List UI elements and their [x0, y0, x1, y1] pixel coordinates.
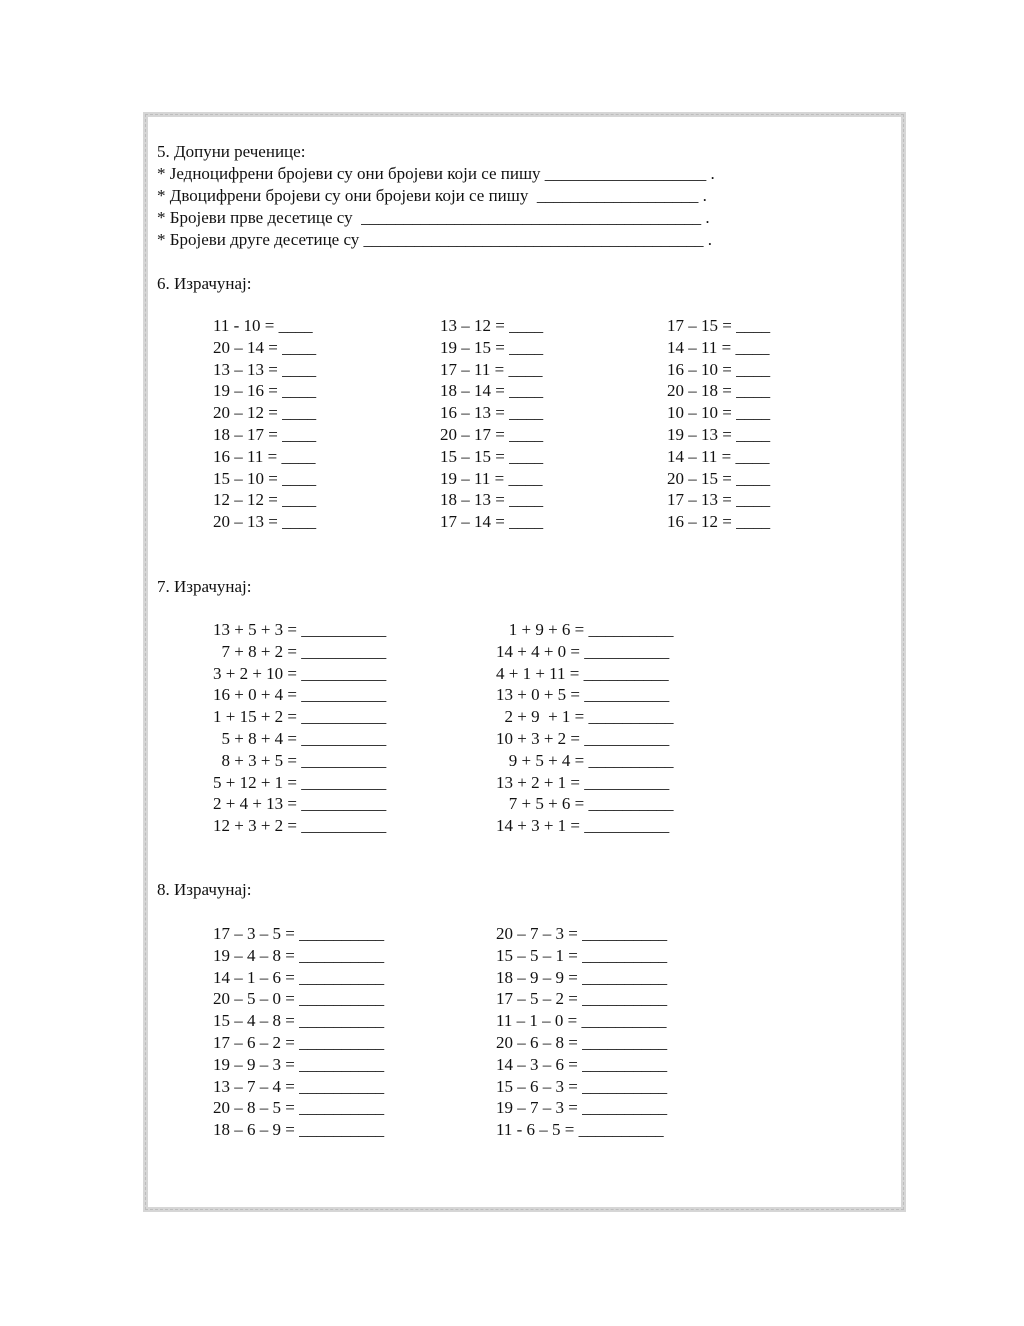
exercise-row: 15 – 6 – 3 = __________: [496, 1076, 668, 1096]
exercise-row: 20 – 12 = ____: [213, 403, 317, 423]
exercise-row: 7 + 5 + 6 = __________: [496, 794, 674, 814]
exercise-row: 18 – 14 = ____: [440, 381, 544, 401]
exercise-row: 17 – 14 = ____: [440, 512, 544, 532]
exercise-row: 16 – 10 = ____: [667, 359, 771, 379]
task5-line: * Једноцифрени бројеви су они бројеви који се пишу ___________________ .: [157, 164, 715, 183]
exercise-row: 18 – 6 – 9 = __________: [213, 1120, 385, 1140]
exercise-row: 20 – 6 – 8 = __________: [496, 1032, 668, 1052]
exercise-row: 14 + 4 + 0 = __________: [496, 641, 670, 661]
exercise-row: 19 – 9 – 3 = __________: [213, 1054, 385, 1074]
exercise-row: 19 – 4 – 8 = __________: [213, 945, 385, 965]
exercise-row: 13 + 2 + 1 = __________: [496, 772, 670, 792]
task5-title: 5. Допуни реченице:: [157, 142, 306, 161]
exercise-row: 17 – 15 = ____: [667, 316, 771, 335]
exercise-row: 14 – 3 – 6 = __________: [496, 1054, 668, 1074]
exercise-row: 20 – 13 = ____: [213, 512, 317, 532]
exercise-row: 18 – 9 – 9 = __________: [496, 967, 668, 987]
exercise-row: 13 – 12 = ____: [440, 316, 544, 335]
task6-column-2: [440, 315, 543, 533]
exercise-row: 20 – 5 – 0 = __________: [213, 989, 385, 1009]
exercise-row: 9 + 5 + 4 = __________: [496, 750, 674, 770]
exercise-row: 20 – 7 – 3 = __________: [496, 924, 668, 943]
exercise-row: 13 + 0 + 5 = __________: [496, 685, 670, 705]
exercise-row: 17 – 3 – 5 = __________: [213, 924, 385, 943]
exercise-row: 1 + 9 + 6 = __________: [496, 620, 674, 639]
task7-title: 7. Израчунај:: [157, 577, 252, 596]
exercise-row: 8 + 3 + 5 = __________: [213, 750, 387, 770]
exercise-row: 18 – 17 = ____: [213, 424, 317, 444]
exercise-row: 16 – 11 = ____: [213, 446, 316, 466]
exercise-row: 10 + 3 + 2 = __________: [496, 728, 670, 748]
exercise-row: 19 – 11 = ____: [440, 468, 543, 488]
exercise-row: 11 - 10 = ____: [213, 316, 313, 335]
exercise-row: 15 – 5 – 1 = __________: [496, 945, 668, 965]
task8-title: 8. Израчунај:: [157, 880, 252, 899]
task8-column-2: [496, 923, 667, 1141]
exercise-row: 1 + 15 + 2 = __________: [213, 707, 387, 727]
exercise-row: 11 - 6 – 5 = __________: [496, 1120, 664, 1140]
exercise-row: 19 – 16 = ____: [213, 381, 317, 401]
exercise-row: 16 – 13 = ____: [440, 403, 544, 423]
exercise-row: 3 + 2 + 10 = __________: [213, 663, 387, 683]
exercise-row: 7 + 8 + 2 = __________: [213, 641, 387, 661]
exercise-row: 15 – 4 – 8 = __________: [213, 1011, 385, 1031]
task7-column-1: [213, 619, 386, 837]
exercise-row: 11 – 1 – 0 = __________: [496, 1011, 667, 1031]
exercise-row: 2 + 4 + 13 = __________: [213, 794, 387, 814]
exercise-row: 14 – 11 = ____: [667, 446, 770, 466]
exercise-row: 20 – 14 = ____: [213, 337, 317, 357]
task6-column-1: [213, 315, 316, 533]
exercise-row: 20 – 18 = ____: [667, 381, 771, 401]
task8-column-1: [213, 923, 384, 1141]
task7-column-2: [496, 619, 674, 837]
exercise-row: 20 – 17 = ____: [440, 424, 544, 444]
exercise-row: 5 + 12 + 1 = __________: [213, 772, 387, 792]
exercise-row: 20 – 8 – 5 = __________: [213, 1098, 385, 1118]
exercise-row: 12 – 12 = ____: [213, 490, 317, 510]
exercise-row: 13 – 7 – 4 = __________: [213, 1076, 385, 1096]
task6-title: 6. Израчунај:: [157, 274, 252, 293]
task5-line: * Бројеви друге десетице су ________________________________________ .: [157, 230, 713, 249]
exercise-row: 13 – 13 = ____: [213, 359, 317, 379]
exercise-row: 17 – 6 – 2 = __________: [213, 1032, 385, 1052]
exercise-row: 4 + 1 + 11 = __________: [496, 663, 669, 683]
exercise-row: 10 – 10 = ____: [667, 403, 771, 423]
exercise-row: 2 + 9 + 1 = __________: [496, 707, 674, 727]
exercise-row: 12 + 3 + 2 = __________: [213, 816, 387, 836]
exercise-row: 17 – 5 – 2 = __________: [496, 989, 668, 1009]
exercise-row: 14 – 1 – 6 = __________: [213, 967, 385, 987]
exercise-row: 17 – 11 = ____: [440, 359, 543, 379]
exercise-row: 14 + 3 + 1 = __________: [496, 816, 670, 836]
exercise-row: 16 + 0 + 4 = __________: [213, 685, 387, 705]
exercise-row: 15 – 10 = ____: [213, 468, 317, 488]
exercise-row: 19 – 13 = ____: [667, 424, 771, 444]
exercise-row: 19 – 15 = ____: [440, 337, 544, 357]
exercise-row: 17 – 13 = ____: [667, 490, 771, 510]
exercise-row: 14 – 11 = ____: [667, 337, 770, 357]
exercise-row: 16 – 12 = ____: [667, 512, 771, 532]
exercise-row: 15 – 15 = ____: [440, 446, 544, 466]
task5-line: * Двоцифрени бројеви су они бројеви који се пишу ___________________ .: [157, 186, 707, 205]
exercise-row: 5 + 8 + 4 = __________: [213, 728, 387, 748]
task5-line: * Бројеви прве десетице су ________________________________________ .: [157, 208, 710, 227]
exercise-row: 19 – 7 – 3 = __________: [496, 1098, 668, 1118]
exercise-row: 13 + 5 + 3 = __________: [213, 620, 387, 639]
task6-column-3: [667, 315, 770, 533]
exercise-row: 20 – 15 = ____: [667, 468, 771, 488]
exercise-row: 18 – 13 = ____: [440, 490, 544, 510]
